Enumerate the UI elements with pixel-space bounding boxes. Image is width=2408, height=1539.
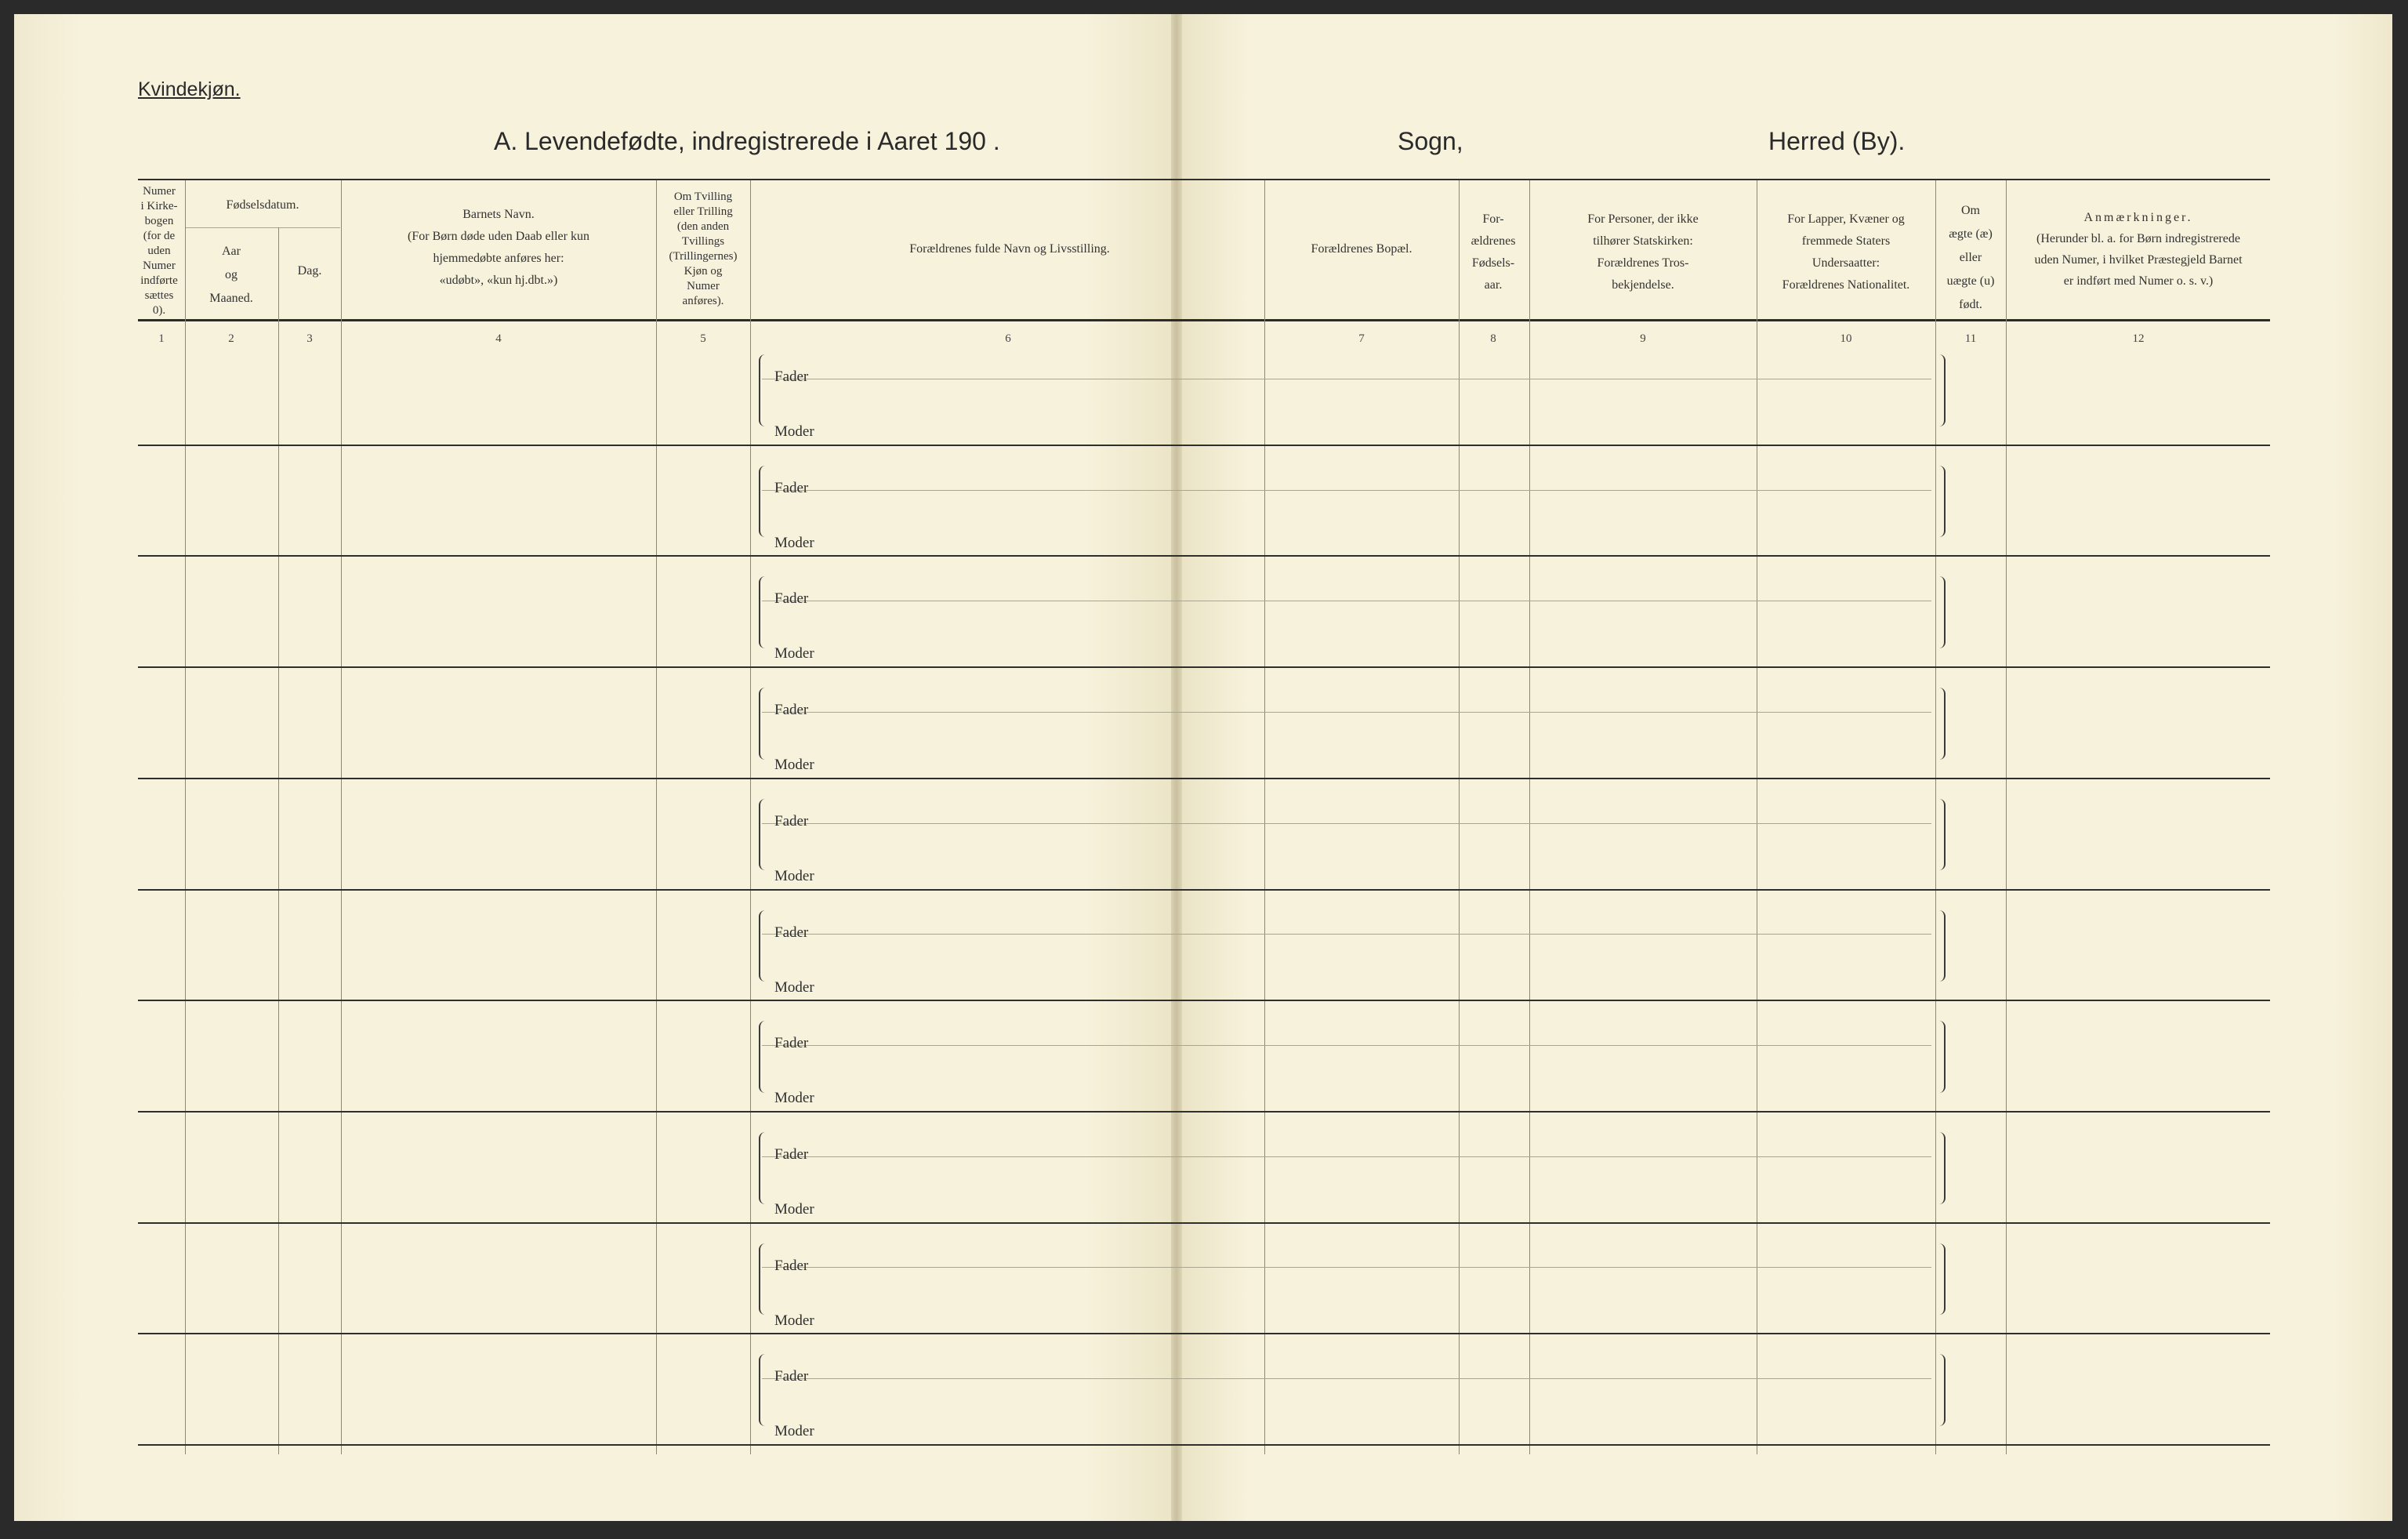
colnum-10: 10 — [1840, 332, 1852, 345]
row-brace-left — [759, 799, 768, 871]
col7-header: Forældrenes Bopæl. — [1311, 242, 1413, 256]
col-rule — [1529, 180, 1530, 1454]
row-brace-right — [1936, 1243, 1946, 1316]
row-brace-right — [1936, 1354, 1946, 1426]
colnum-5: 5 — [700, 332, 706, 345]
row-brace-left — [759, 354, 768, 426]
row-divider — [762, 490, 1931, 491]
row-brace-left — [759, 688, 768, 760]
colnum-7: 7 — [1358, 332, 1365, 345]
father-label: Fader — [774, 1368, 809, 1385]
col-rule — [656, 180, 657, 1454]
row-bottom-rule — [138, 445, 2270, 446]
col4-header: Barnets Navn. (For Børn døde uden Daab eller kun hjemmedøbte anføres her: «udøbt», «kun hj.dbt.») — [408, 208, 589, 287]
col9-header: For Personer, der ikke tilhører Statskirken: Forældrenes Tros- bekjendelse. — [1587, 212, 1699, 292]
mother-label: Moder — [774, 645, 814, 662]
row-brace-right — [1936, 799, 1946, 871]
father-label: Fader — [774, 479, 809, 496]
colnum-4: 4 — [495, 332, 502, 345]
mother-label: Moder — [774, 757, 814, 774]
row-brace-left — [759, 1243, 768, 1316]
row-bottom-rule — [138, 555, 2270, 557]
row-brace-right — [1936, 354, 1946, 426]
table-top-rule — [138, 179, 2270, 180]
row-brace-left — [759, 1354, 768, 1426]
birthdate-group-rule — [185, 227, 340, 228]
row-divider — [762, 1267, 1931, 1268]
colnum-12: 12 — [2132, 332, 2145, 345]
col11-header: Om ægte (æ) eller uægte (u) født. — [1946, 204, 1995, 311]
row-bottom-rule — [138, 1111, 2270, 1113]
father-label: Fader — [774, 590, 809, 608]
row-brace-left — [759, 1132, 768, 1204]
row-bottom-rule — [138, 666, 2270, 668]
col-rule — [341, 180, 342, 1454]
col10-header: For Lapper, Kvæner og fremmede Staters Undersaatter: Forældrenes Nationalitet. — [1782, 212, 1910, 292]
col1-header: Numer i Kirke- bogen (for de uden Numer indførte sættes 0). — [140, 185, 178, 317]
colnum-6: 6 — [1005, 332, 1011, 345]
col12-header: Anmærkninger. (Herunder bl. a. for Børn indregistrerede uden Numer, i hvilket Præstegjeld Barnet er indført med Numer o. s. v.) — [2034, 211, 2243, 288]
mother-label: Moder — [774, 978, 814, 996]
father-label: Fader — [774, 702, 809, 719]
header-bottom-rule — [138, 319, 2270, 321]
mother-label: Moder — [774, 1312, 814, 1329]
row-bottom-rule — [138, 889, 2270, 891]
birthdate-group-header: Fødselsdatum. — [226, 198, 299, 212]
row-brace-left — [759, 1021, 768, 1093]
father-label: Fader — [774, 1035, 809, 1052]
row-divider — [762, 934, 1931, 935]
row-brace-left — [759, 910, 768, 982]
col5-header: Om Tvilling eller Trilling (den anden Tvillings (Trillingernes) Kjøn og Numer anføres). — [669, 191, 738, 307]
row-brace-left — [759, 576, 768, 648]
row-divider — [762, 712, 1931, 713]
colnum-1: 1 — [158, 332, 165, 345]
col-rule — [278, 227, 279, 1454]
gender-label: Kvindekjøn. — [138, 78, 241, 100]
col-rule — [185, 180, 186, 1454]
row-bottom-rule — [138, 1444, 2270, 1446]
row-divider — [762, 1156, 1931, 1157]
mother-label: Moder — [774, 867, 814, 884]
row-bottom-rule — [138, 1333, 2270, 1334]
mother-label: Moder — [774, 1090, 814, 1107]
colnum-8: 8 — [1490, 332, 1496, 345]
col3-header: Dag. — [297, 264, 322, 278]
row-brace-left — [759, 466, 768, 538]
col-rule — [750, 180, 751, 1454]
row-brace-right — [1936, 688, 1946, 760]
col2-header: Aar og Maaned. — [209, 245, 253, 305]
row-brace-right — [1936, 576, 1946, 648]
col6-header: Forældrenes fulde Navn og Livsstilling. — [909, 242, 1110, 256]
row-bottom-rule — [138, 1222, 2270, 1224]
col-rule — [1459, 180, 1460, 1454]
father-label: Fader — [774, 368, 809, 385]
father-label: Fader — [774, 924, 809, 941]
row-brace-right — [1936, 1132, 1946, 1204]
herred-label: Herred (By). — [1768, 127, 1906, 155]
row-divider — [762, 823, 1931, 824]
father-label: Fader — [774, 1145, 809, 1163]
row-brace-right — [1936, 1021, 1946, 1093]
father-label: Fader — [774, 1257, 809, 1274]
father-label: Fader — [774, 812, 809, 829]
row-brace-right — [1936, 910, 1946, 982]
colnum-3: 3 — [306, 332, 313, 345]
row-divider — [762, 1045, 1931, 1046]
col8-header: For- ældrenes Fødsels- aar. — [1471, 212, 1516, 292]
sogn-label: Sogn, — [1398, 127, 1463, 155]
row-brace-right — [1936, 466, 1946, 538]
colnum-2: 2 — [228, 332, 234, 345]
mother-label: Moder — [774, 1423, 814, 1440]
mother-label: Moder — [774, 1200, 814, 1218]
mother-label: Moder — [774, 423, 814, 440]
row-divider — [762, 1378, 1931, 1379]
colnum-9: 9 — [1640, 332, 1646, 345]
register-title: A. Levendefødte, indregistrerede i Aaret 190 . — [494, 127, 1000, 155]
col-rule — [1264, 180, 1265, 1454]
colnum-11: 11 — [1964, 332, 1977, 345]
book-gutter — [1171, 14, 1182, 1521]
row-bottom-rule — [138, 1000, 2270, 1001]
mother-label: Moder — [774, 534, 814, 551]
col-rule — [2006, 180, 2007, 1454]
row-bottom-rule — [138, 778, 2270, 779]
